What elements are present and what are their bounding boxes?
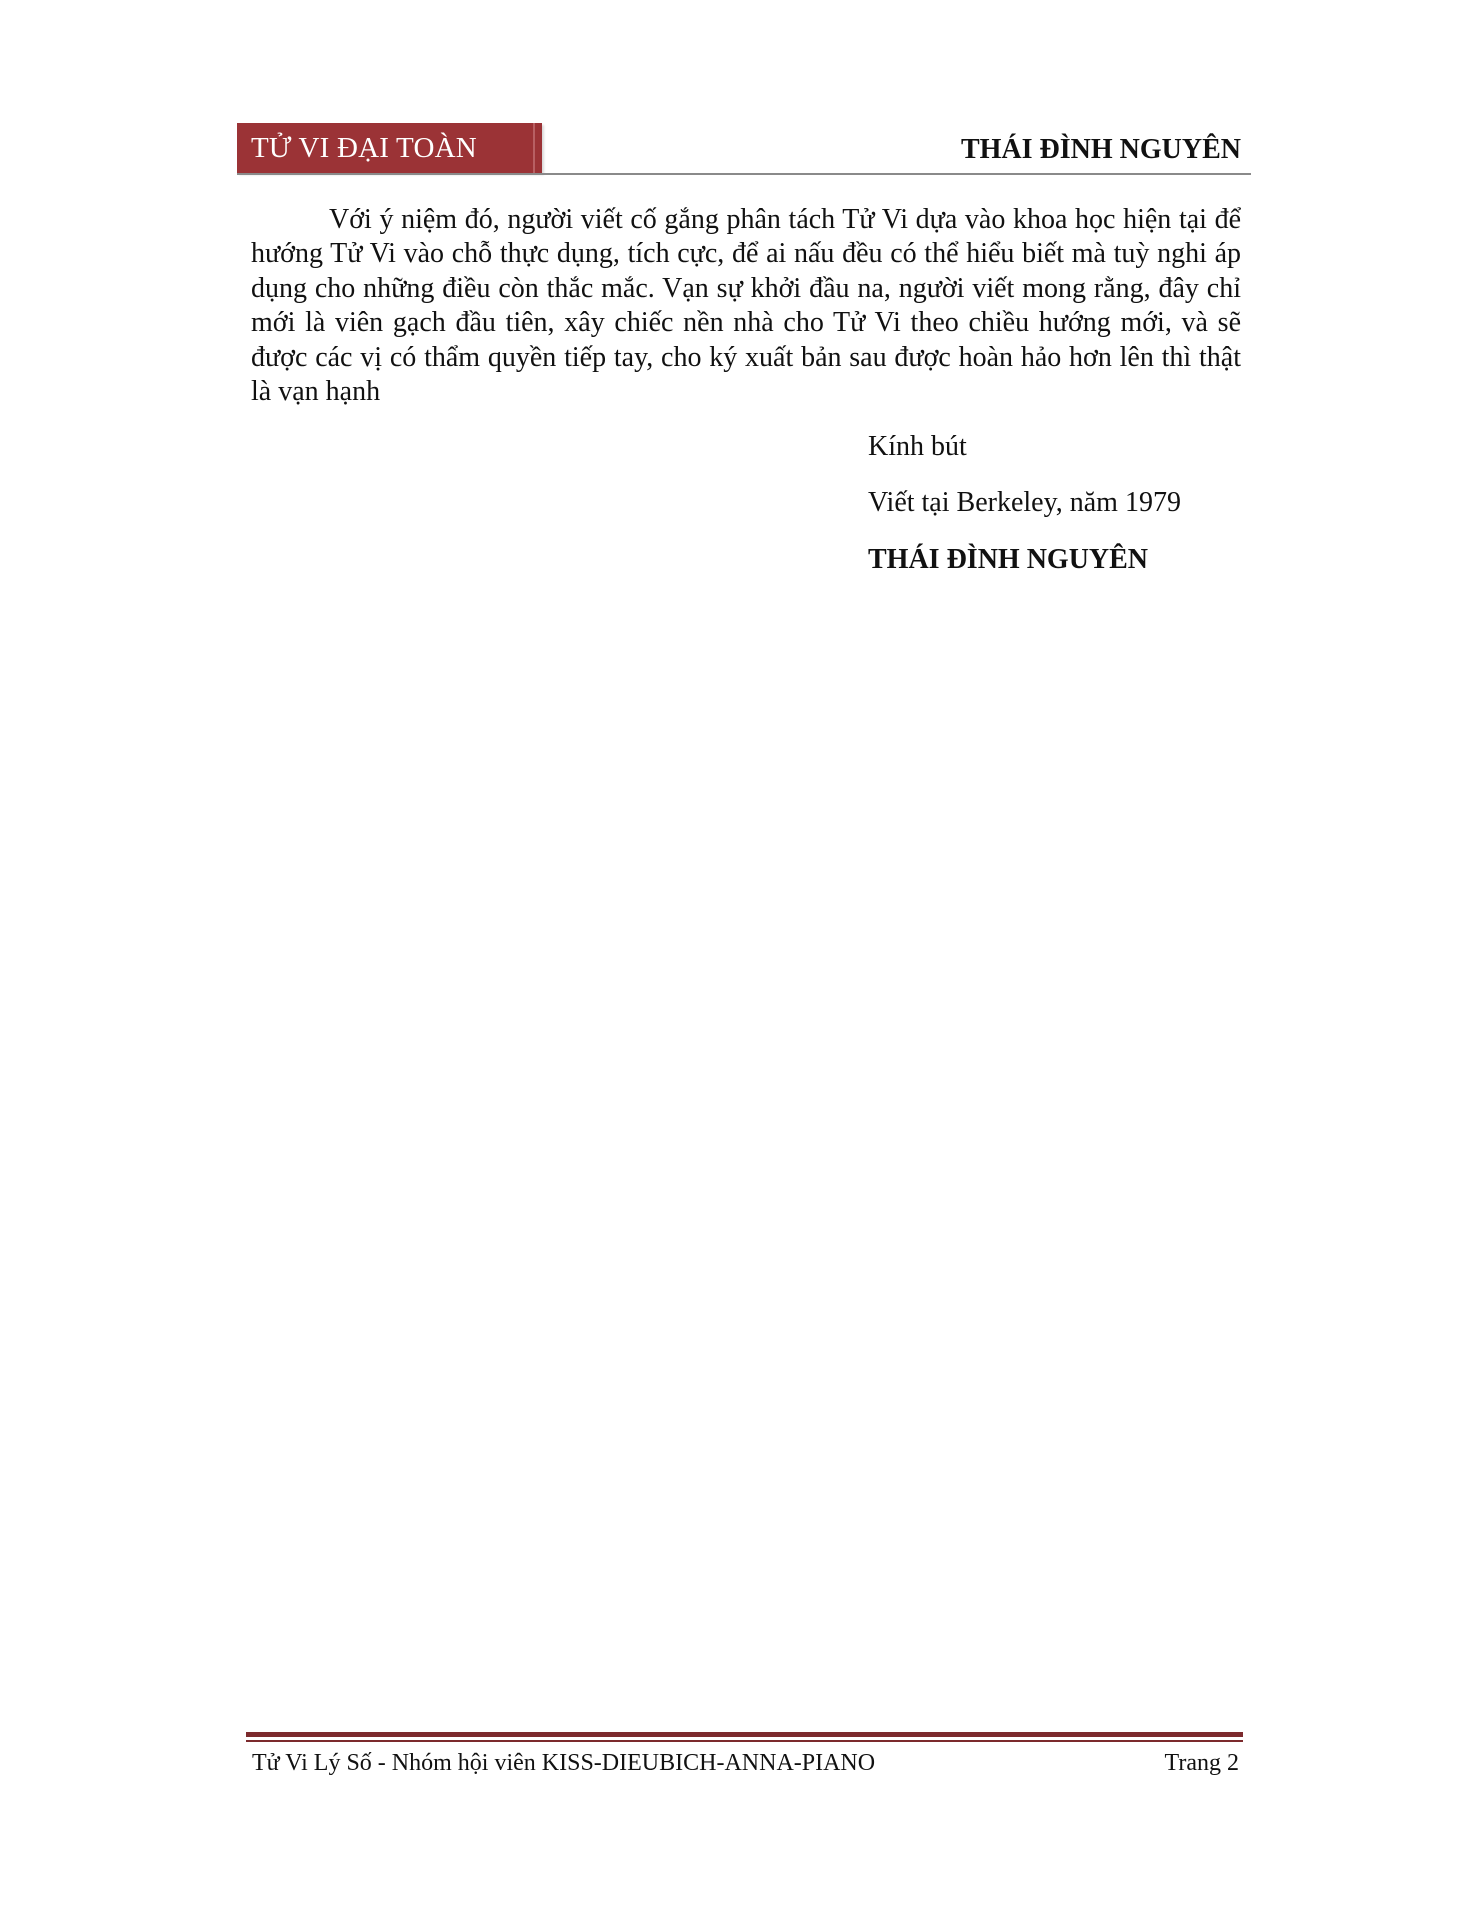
- signature-author: THÁI ĐÌNH NGUYÊN: [868, 544, 1149, 575]
- signature-place-date: Viết tại Berkeley, năm 1979: [868, 487, 1181, 518]
- page-header: [237, 123, 1251, 175]
- header-book-title: TỬ VI ĐẠI TOÀN: [251, 132, 477, 164]
- signature-closing: Kính bút: [868, 431, 967, 462]
- header-divider: [237, 173, 1251, 175]
- body-paragraph: Với ý niệm đó, người viết cố gắng phân tách Tử Vi dựa vào khoa học hiện tại để hướng Tử Vi vào chỗ thực dụng, tích cực, để ai nấu đều có thể hiểu biết mà tuỳ nghi áp dụng cho những điều còn thắc mắc. Vạn sự khởi đầu na, người viết mong rằng, đây chỉ mới là viên gạch đầu tiên, xây chiếc nền nhà cho Tử Vi theo chiều hướng mới, và sẽ được các vị có thẩm quyền tiếp tay, cho ký xuất bản sau được hoàn hảo hơn lên thì thật là vạn hạnh: [251, 204, 1241, 408]
- header-title-tab: [237, 123, 542, 173]
- footer-divider-thick: [246, 1732, 1243, 1737]
- footer-text: Tử Vi Lý Số - Nhóm hội viên KISS-DIEUBICH-ANNA-PIANO: [252, 1750, 876, 1776]
- page-number: Trang 2: [1164, 1750, 1239, 1776]
- page-footer: [246, 1732, 1243, 1792]
- header-tab-edge: [533, 123, 535, 173]
- header-author-name: THÁI ĐÌNH NGUYÊN: [960, 134, 1241, 165]
- footer-divider-thin: [246, 1740, 1243, 1742]
